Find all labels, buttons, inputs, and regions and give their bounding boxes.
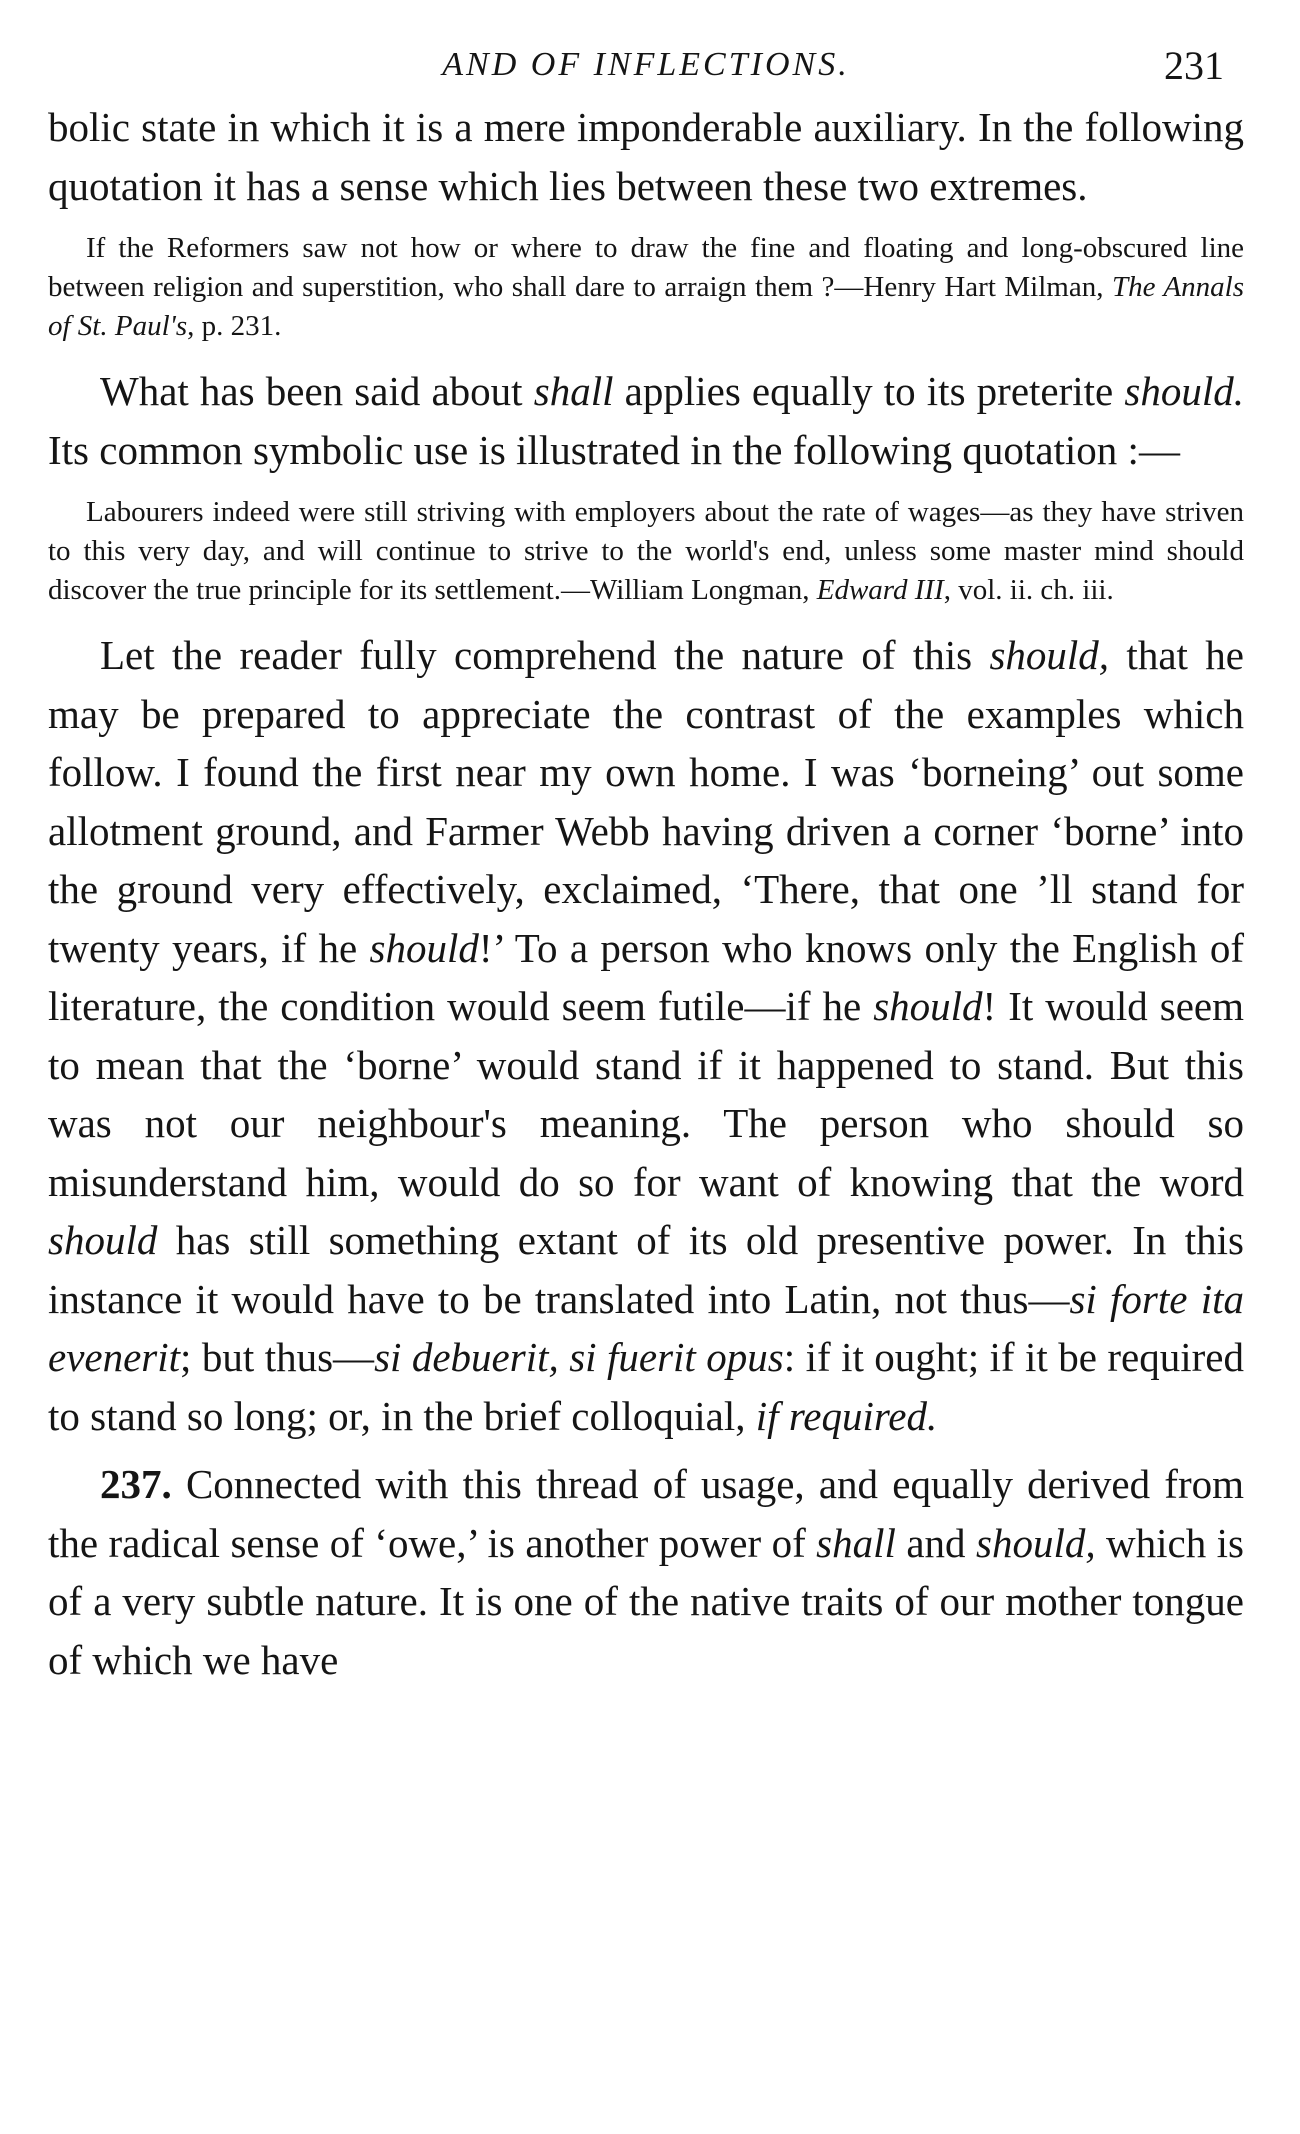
latin-phrase: si forte ita evenerit xyxy=(48,1275,1244,1380)
quotation-milman xyxy=(48,229,1244,346)
page-header xyxy=(48,28,1244,98)
paragraph-text: !’ To a person who knows only the English of literature, the condition would seem futile—if he xyxy=(48,924,1244,1029)
paragraph-text: applies equally to its preterite xyxy=(613,368,1125,414)
paragraph-text: Let the reader fully comprehend the nature of this xyxy=(100,632,990,678)
quotation-source-title: Edward III xyxy=(816,574,944,606)
italic-term: should, xyxy=(989,632,1110,678)
running-head: AND OF INFLECTIONS. xyxy=(442,46,850,83)
italic-term: should xyxy=(369,924,479,971)
quotation-reference: , vol. ii. ch. iii. xyxy=(943,574,1114,606)
italic-term: should. xyxy=(1124,368,1245,414)
italic-term: if required. xyxy=(755,1392,938,1439)
paragraph-gap xyxy=(48,1445,1244,1455)
paragraph-farmer-webb xyxy=(48,626,1244,1445)
quotation-source-title: The Annals of St. Paul's xyxy=(48,271,1244,342)
page-number: 231 xyxy=(1164,43,1224,88)
section-237 xyxy=(48,1455,1244,1689)
paragraph-text: has still something extant of its old presentive power. In this instance it would have to be translated into Latin, not thus— xyxy=(48,1217,1244,1322)
quotation-text: If the Reformers saw not how or where to draw the fine and floating and long-obscured line between religion and superstition, who shall dare to arraign them ?—Henry Hart Milman, xyxy=(48,232,1244,303)
paragraph-text: Connected with this thread of usage, and equally derived from the radical sense of ‘owe,’ is another power of xyxy=(48,1461,1244,1566)
paragraph-text: : if it ought; if it be required to stand so long; or, in the brief colloquial, xyxy=(48,1334,1244,1439)
quotation-text: Labourers indeed were still striving with employers about the rate of wages—as they have striven to this very day, and will continue to strive to the world's end, unless some master mind should discover the true principle for its settlement.—William Longman, xyxy=(48,496,1244,606)
italic-term: should xyxy=(873,983,983,1029)
paragraph-text: which is of a very subtle nature. It is one of the native traits of our mother tongue of which we have xyxy=(48,1519,1244,1683)
section-number: 237. xyxy=(100,1461,172,1507)
quotation-longman xyxy=(48,493,1244,610)
paragraph-text: that he may be prepared to appreciate the contrast of the examples which follow. I found the first near my own home. I was ‘borneing’ out some allotment ground, and Farmer Webb having driven a corner ‘borne’ into the ground very effectively, exclaimed, ‘There, that one ’ll stand for twenty years, if he xyxy=(48,632,1244,971)
paragraph-text: ; but thus— xyxy=(180,1334,375,1380)
paragraph-text: ! It would seem to mean that the ‘borne’ would stand if it happened to stand. But this was not our neighbour's meaning. The person who should so misunderstand him, would do so for want of knowing that the word xyxy=(48,983,1244,1205)
italic-term: shall xyxy=(533,368,614,414)
paragraph-text: Its common symbolic use is illustrated in the following quotation :— xyxy=(48,426,1180,473)
paragraph-text: What has been said about xyxy=(100,368,534,414)
paragraph-continuation xyxy=(48,98,1244,215)
italic-term: should xyxy=(48,1217,158,1263)
italic-term: should, xyxy=(975,1519,1096,1566)
book-page xyxy=(48,28,1244,1689)
italic-term: shall xyxy=(816,1519,896,1566)
latin-phrase: si debuerit, si fuerit opus xyxy=(374,1334,784,1380)
paragraph-should-preterite xyxy=(48,362,1244,479)
paragraph-text: bolic state in which it is a mere imponderable auxiliary. In the following quotation it has a sense which lies between these two extremes. xyxy=(48,104,1244,209)
paragraph-text: and xyxy=(895,1519,976,1566)
quotation-reference: , p. 231. xyxy=(187,310,282,342)
